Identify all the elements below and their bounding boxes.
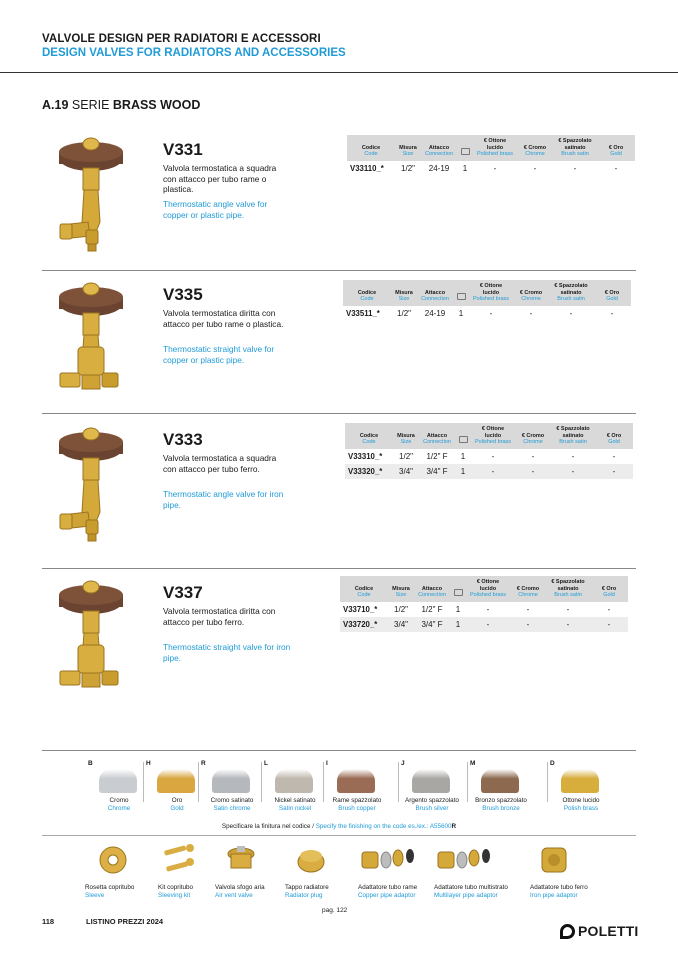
finish-cap-icon	[561, 769, 599, 793]
cell-price-gold: -	[612, 451, 616, 461]
product-description-en: Thermostatic straight valve for iron pipe.	[163, 642, 291, 663]
cell-code: V33511_*	[346, 308, 380, 318]
product-name: V335	[163, 285, 203, 304]
spec-note-en: Specify the finishing on the code es./ex.: A55600	[315, 823, 452, 830]
accessory-name-en: Sleeving kit	[158, 892, 191, 899]
cell-connection: 24-19	[424, 308, 446, 318]
price-table-header	[345, 423, 633, 449]
accessory-name-en: Sleeve	[85, 892, 105, 899]
cell-size: 1/2"	[397, 308, 411, 318]
header-size: Misura Size	[388, 576, 414, 602]
section-name: BRASS WOOD	[112, 98, 201, 112]
finish-cap-icon	[275, 769, 313, 793]
header-polished-brass: € Ottone lucido Polished brass	[471, 423, 515, 449]
header-chrome: € Cromo Chrome	[513, 280, 549, 306]
accessory-name-en: Iron pipe adaptor	[530, 892, 578, 899]
package-box-icon	[457, 293, 466, 300]
finish-separator	[547, 762, 548, 802]
finish-spec-note	[0, 823, 678, 830]
finish-separator	[323, 762, 324, 802]
valve-image	[56, 573, 126, 703]
price-row	[347, 161, 635, 176]
finish-letter: J	[401, 760, 405, 767]
cell-code: V33720_*	[340, 617, 388, 632]
finish-cap-icon	[157, 769, 195, 793]
finish-letter: H	[146, 760, 151, 767]
cell-pack: 1	[455, 604, 461, 614]
product-name: V333	[163, 430, 203, 449]
finish-name-en: Brush copper	[338, 805, 376, 812]
cell-price-polished-brass: -	[486, 604, 490, 614]
product-description-en: Thermostatic angle valve for copper or plastic pipe.	[163, 199, 268, 220]
finish-separator	[398, 762, 399, 802]
header-gold: € Oro Gold	[593, 280, 631, 306]
finish-separator	[261, 762, 262, 802]
cell-connection: 3/4" F	[419, 464, 455, 479]
valve-image	[56, 420, 126, 550]
accessories-divider	[42, 835, 636, 836]
package-box-icon	[459, 436, 468, 443]
header-code: Codice Code	[345, 423, 393, 449]
section-code: A.19	[42, 98, 69, 112]
price-row	[340, 617, 628, 632]
cell-size: 3/4"	[393, 464, 419, 479]
price-table-header	[340, 576, 628, 602]
price-row	[340, 602, 628, 617]
price-table	[343, 280, 631, 321]
header-chrome: € Cromo Chrome	[517, 135, 553, 161]
header-polished-brass: € Ottone lucido Polished brass	[469, 280, 513, 306]
cell-connection: 3/4" F	[414, 617, 450, 632]
header-title-it: VALVOLE DESIGN PER RADIATORI E ACCESSORI	[42, 33, 321, 45]
accessory-name-en: Copper pipe adaptor	[358, 892, 416, 899]
product-description-it: Valvola termostatica diritta con attacco per tubo rame o plastica.	[163, 308, 284, 329]
header-gold: € Oro Gold	[595, 423, 633, 449]
header-connection: Attacco Connection	[414, 576, 450, 602]
cell-price-gold: -	[614, 163, 618, 173]
cell-price-brush-satin: -	[551, 464, 595, 479]
cell-pack: 1	[462, 163, 468, 173]
product-description-it: Valvola termostatica diritta con attacco per tubo ferro.	[163, 606, 276, 627]
cell-price-gold: -	[610, 308, 614, 318]
finish-separator	[143, 762, 144, 802]
header-brush-satin: € Spazzolato satinato Brush satin	[549, 280, 593, 306]
cell-price-brush-satin: -	[571, 451, 575, 461]
header-chrome: € Cromo Chrome	[510, 576, 546, 602]
cell-price-brush-satin: -	[573, 163, 577, 173]
finish-cap-icon	[481, 769, 519, 793]
section-prefix: SERIE	[71, 98, 110, 112]
cell-price-polished-brass: -	[491, 451, 495, 461]
finishes-divider	[42, 750, 636, 751]
valve-image	[56, 275, 126, 405]
header-connection: Attacco Connection	[419, 423, 455, 449]
finish-name-en: Brush silver	[415, 805, 449, 812]
cell-price-brush-satin: -	[569, 308, 573, 318]
accessory-name-it: Tappo radiatore	[285, 884, 329, 891]
accessory-name-it: Kit copritubo	[158, 884, 194, 891]
accessory-name-it: Adattatore tubo multistrato	[434, 884, 508, 891]
header-brush-satin: € Spazzolato satinato Brush satin	[553, 135, 597, 161]
cell-code: V33110_*	[350, 163, 384, 173]
price-row	[343, 306, 631, 321]
cell-code: V33710_*	[343, 604, 378, 614]
product-divider	[42, 413, 636, 414]
cell-size: 1/2"	[401, 163, 415, 173]
accessory-item	[434, 840, 524, 925]
header-brush-satin: € Spazzolato satinato Brush satin	[546, 576, 590, 602]
header-gold: € Oro Gold	[597, 135, 635, 161]
accessory-name-en: Air vent valve	[215, 892, 253, 899]
product-divider	[42, 270, 636, 271]
finish-cap-icon	[212, 769, 250, 793]
header-code: Codice Code	[347, 135, 395, 161]
accessory-name-it: Adattatore tubo rame	[358, 884, 418, 891]
finish-name-it: Nickel satinato	[274, 797, 316, 804]
header-pack	[450, 576, 466, 602]
header-polished-brass: € Ottone lucido Polished brass	[466, 576, 510, 602]
poletti-logo-icon	[560, 924, 575, 939]
finish-name-it: Argento spazzolato	[405, 797, 459, 804]
finish-name-it: Oro	[171, 797, 183, 804]
price-table	[345, 423, 633, 479]
cell-code: V33320_*	[345, 464, 393, 479]
finish-letter: R	[201, 760, 206, 767]
cell-pack: 1	[450, 617, 466, 632]
header-code: Codice Code	[343, 280, 391, 306]
finish-letter: L	[264, 760, 268, 767]
finish-name-it: Bronzo spazzolato	[475, 797, 527, 804]
cell-price-chrome: -	[515, 464, 551, 479]
cell-price-gold: -	[590, 617, 628, 632]
cell-size: 1/2"	[399, 451, 413, 461]
cell-pack: 1	[455, 464, 471, 479]
cell-price-gold: -	[595, 464, 633, 479]
finish-name-en: Chrome	[107, 805, 131, 812]
cell-connection: 1/2" F	[426, 451, 448, 461]
accessory-name-it: Rosetta copritubo	[85, 884, 135, 891]
package-box-icon	[461, 148, 470, 155]
product-description-it: Valvola termostatica a squadra con attacco per tubo ferro.	[163, 453, 277, 474]
header-gold: € Oro Gold	[590, 576, 628, 602]
cell-price-gold: -	[607, 604, 611, 614]
header-pack	[453, 280, 469, 306]
finish-separator	[198, 762, 199, 802]
cell-pack: 1	[460, 451, 466, 461]
accessory-name-en: Multilayer pipe adaptor	[434, 892, 498, 899]
product-description-en: Thermostatic angle valve for iron pipe.	[163, 489, 284, 510]
section-title	[42, 98, 200, 112]
finish-letter: M	[470, 760, 476, 767]
cell-price-polished-brass: -	[493, 163, 497, 173]
cell-price-brush-satin: -	[566, 604, 570, 614]
finish-name-en: Gold	[170, 805, 184, 812]
price-row	[345, 449, 633, 464]
header-size: Misura Size	[395, 135, 421, 161]
iron-adaptor-icon	[530, 840, 620, 880]
header-title-en: DESIGN VALVES FOR RADIATORS AND ACCESSORIES	[42, 47, 346, 59]
valve-image	[56, 130, 126, 260]
price-table	[340, 576, 628, 632]
footer-title: LISTINO PREZZI 2024	[86, 917, 164, 926]
finish-name-en: Polish brass	[563, 805, 599, 812]
spec-note-it: Specificare la finitura nel codice /	[221, 823, 316, 830]
header-connection: Attacco Connection	[417, 280, 453, 306]
spec-note-suffix: R	[451, 823, 457, 830]
finish-cap-icon	[412, 769, 450, 793]
finish-name-en: Satin chrome	[213, 805, 251, 812]
finish-name-en: Satin nickel	[278, 805, 312, 812]
header-code: Codice Code	[340, 576, 388, 602]
header-brush-satin: € Spazzolato satinato Brush satin	[551, 423, 595, 449]
header-size: Misura Size	[393, 423, 419, 449]
cell-connection: 24-19	[428, 163, 450, 173]
product-name: V331	[163, 140, 203, 159]
cell-price-polished-brass: -	[471, 464, 515, 479]
cell-size: 3/4"	[388, 617, 414, 632]
cell-price-polished-brass: -	[489, 308, 493, 318]
finish-name-it: Rame spazzolato	[332, 797, 382, 804]
header-pack	[457, 135, 473, 161]
price-table	[347, 135, 635, 176]
header-connection: Attacco Connection	[421, 135, 457, 161]
finish-letter: D	[550, 760, 555, 767]
multilayer-adaptor-icon	[434, 840, 524, 880]
finish-name-it: Cromo	[109, 797, 129, 804]
accessory-name-en: Radiator plug	[285, 892, 323, 899]
finish-separator	[467, 762, 468, 802]
finish-letter: B	[88, 760, 93, 767]
page-number: 118	[42, 917, 55, 926]
cell-price-brush-satin: -	[546, 617, 590, 632]
cell-price-chrome: -	[531, 451, 535, 461]
header-divider	[0, 72, 678, 73]
product-description-en: Thermostatic straight valve for copper or plastic pipe.	[163, 344, 275, 365]
cell-price-polished-brass: -	[466, 617, 510, 632]
product-description-it: Valvola termostatica a squadra con attacco per tubo rame o plastica.	[163, 163, 277, 194]
cell-connection: 1/2" F	[421, 604, 443, 614]
cell-pack: 1	[458, 308, 464, 318]
price-table-header	[343, 280, 631, 306]
finish-name-it: Cromo satinato	[210, 797, 254, 804]
finish-cap-icon	[99, 769, 137, 793]
brand-name: POLETTI	[578, 923, 639, 939]
accessory-item	[530, 840, 620, 925]
accessory-name-it: Valvola sfogo aria	[215, 884, 265, 891]
cell-size: 1/2"	[394, 604, 408, 614]
page-reference: pag. 122	[322, 907, 348, 914]
finish-name-en: Brush bronze	[482, 805, 520, 812]
finish-letter: I	[326, 760, 328, 767]
accessory-name-it: Adattatore tubo ferro	[530, 884, 588, 891]
price-row	[345, 464, 633, 479]
cell-price-chrome: -	[510, 617, 546, 632]
package-box-icon	[454, 589, 463, 596]
header-polished-brass: € Ottone lucido Polished brass	[473, 135, 517, 161]
finish-cap-icon	[337, 769, 375, 793]
cell-price-chrome: -	[526, 604, 530, 614]
product-name: V337	[163, 583, 203, 602]
cell-price-chrome: -	[529, 308, 533, 318]
finish-name-it: Ottone lucido	[562, 797, 600, 804]
cell-price-chrome: -	[533, 163, 537, 173]
header-pack	[455, 423, 471, 449]
brand-logo	[560, 923, 639, 939]
cell-code: V33310_*	[348, 451, 383, 461]
header-chrome: € Cromo Chrome	[515, 423, 551, 449]
header-size: Misura Size	[391, 280, 417, 306]
price-table-header	[347, 135, 635, 161]
product-divider	[42, 568, 636, 569]
